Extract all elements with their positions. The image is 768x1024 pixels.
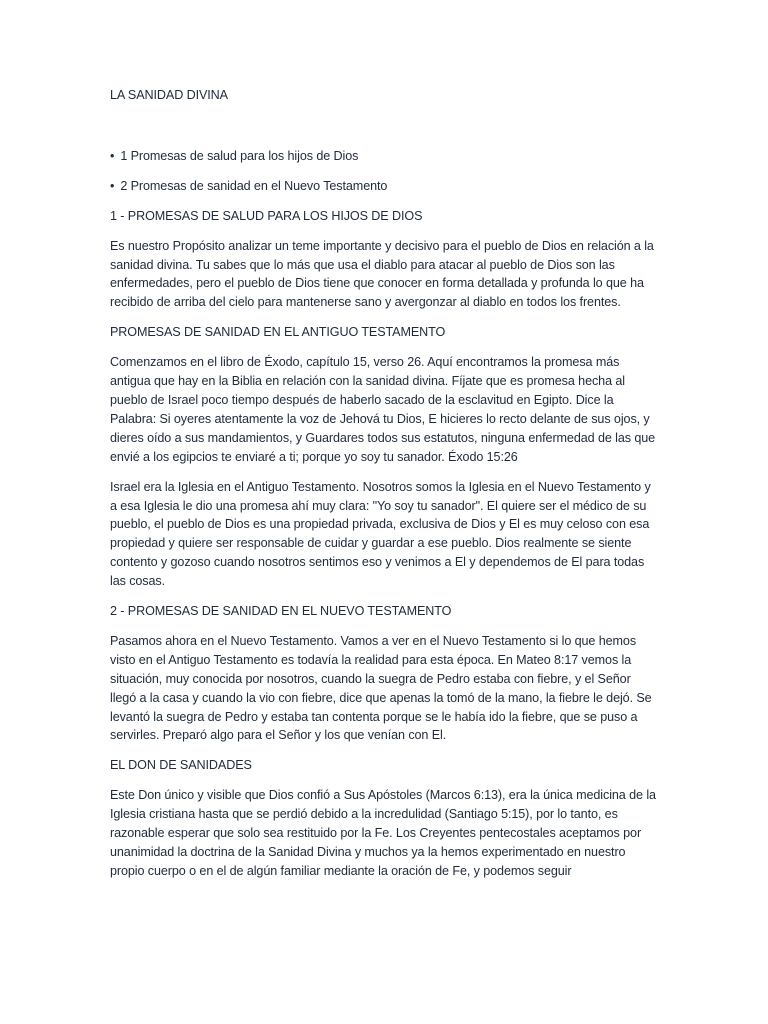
paragraph: Pasamos ahora en el Nuevo Testamento. Vamos a ver en el Nuevo Testamento si lo que hemos visto en el Antiguo Testamento es todavía la realidad para esta época. En Mateo 8:17 vemos la situación, muy conocida por nosotros, cuando la suegra de Pedro estaba con fiebre, y el Señor llegó a la casa y cuando la vio con fiebre, dice que apenas la tomó de la mano, la fiebre le dejó. Se levantó la suegra de Pedro y estaba tan contenta porque se le había ido la fiebre, que se puso a servirles. Preparó algo para el Señor y los que venían con El. [110,633,652,743]
section-heading: PROMESAS DE SANIDAD EN EL ANTIGUO TESTAMENTO [110,325,446,340]
document-body [110,86,658,892]
section-heading: EL DON DE SANIDADES [110,758,252,773]
paragraph: Comenzamos en el libro de Éxodo, capítulo 15, verso 26. Aquí encontramos la promesa más antigua que hay en la Biblia en relación con la sanidad divina. Fíjate que es promesa hecha al pueblo de Israel poco tiempo después de haberlo sacado de la esclavitud en Egipto. Dice la Palabra: Si oyeres atentamente la voz de Jehová tu Dios, E hicieres lo recto delante de sus ojos, y dieres oído a sus mandamientos, y Guardares todos sus estatutos, ninguna enfermedad de las que envié a los egipcios te enviaré a ti; porque yo soy tu sanador. Éxodo 15:26 [110,355,656,464]
paragraph: Este Don único y visible que Dios confió a Sus Apóstoles (Marcos 6:13), era la única medicina de la Iglesia cristiana hasta que se perdió debido a la incredulidad (Santiago 5:15), por lo tanto, es razonable esperar que solo sea restituido por la Fe. Los Creyentes pentecostales aceptamos por unanimidad la doctrina de la Sanidad Divina y muchos ya la hemos experimentado en nuestro propio cuerpo o en el de algún familiar mediante la oración de Fe, y podemos seguir [110,788,656,878]
document-title: LA SANIDAD DIVINA [110,88,228,102]
toc-item: • 2 Promesas de sanidad en el Nuevo Testamento [110,177,658,196]
section-heading: 1 - PROMESAS DE SALUD PARA LOS HIJOS DE DIOS [110,208,423,223]
paragraph: Es nuestro Propósito analizar un teme importante y decisivo para el pueblo de Dios en relación a la sanidad divina. Tu sabes que lo más que usa el diablo para atacar al pueblo de Dios son las enfermedades, pero el pueblo de Dios tiene que conocer en forma detallada y profunda lo que ha recibido de arriba del cielo para mantenerse sano y avergonzar al diablo en todos los frentes. [110,238,654,310]
toc-item: • 1 Promesas de salud para los hijos de Dios [110,147,658,166]
paragraph: Israel era la Iglesia en el Antiguo Testamento. Nosotros somos la Iglesia en el Nuevo Testamento y a esa Iglesia le dio una promesa ahí muy clara: "Yo soy tu sanador". El quiere ser el médico de su pueblo, el pueblo de Dios es una propiedad privada, exclusiva de Dios y El es muy celoso con esa propiedad y quiere ser responsable de cuidar y guardar a ese pueblo. Dios realmente se siente contento y gozoso cuando nosotros sentimos eso y venimos a El y dependemos de El para todas las cosas. [110,479,651,589]
table-of-contents [110,147,658,196]
section-heading: 2 - PROMESAS DE SANIDAD EN EL NUEVO TESTAMENTO [110,604,452,619]
